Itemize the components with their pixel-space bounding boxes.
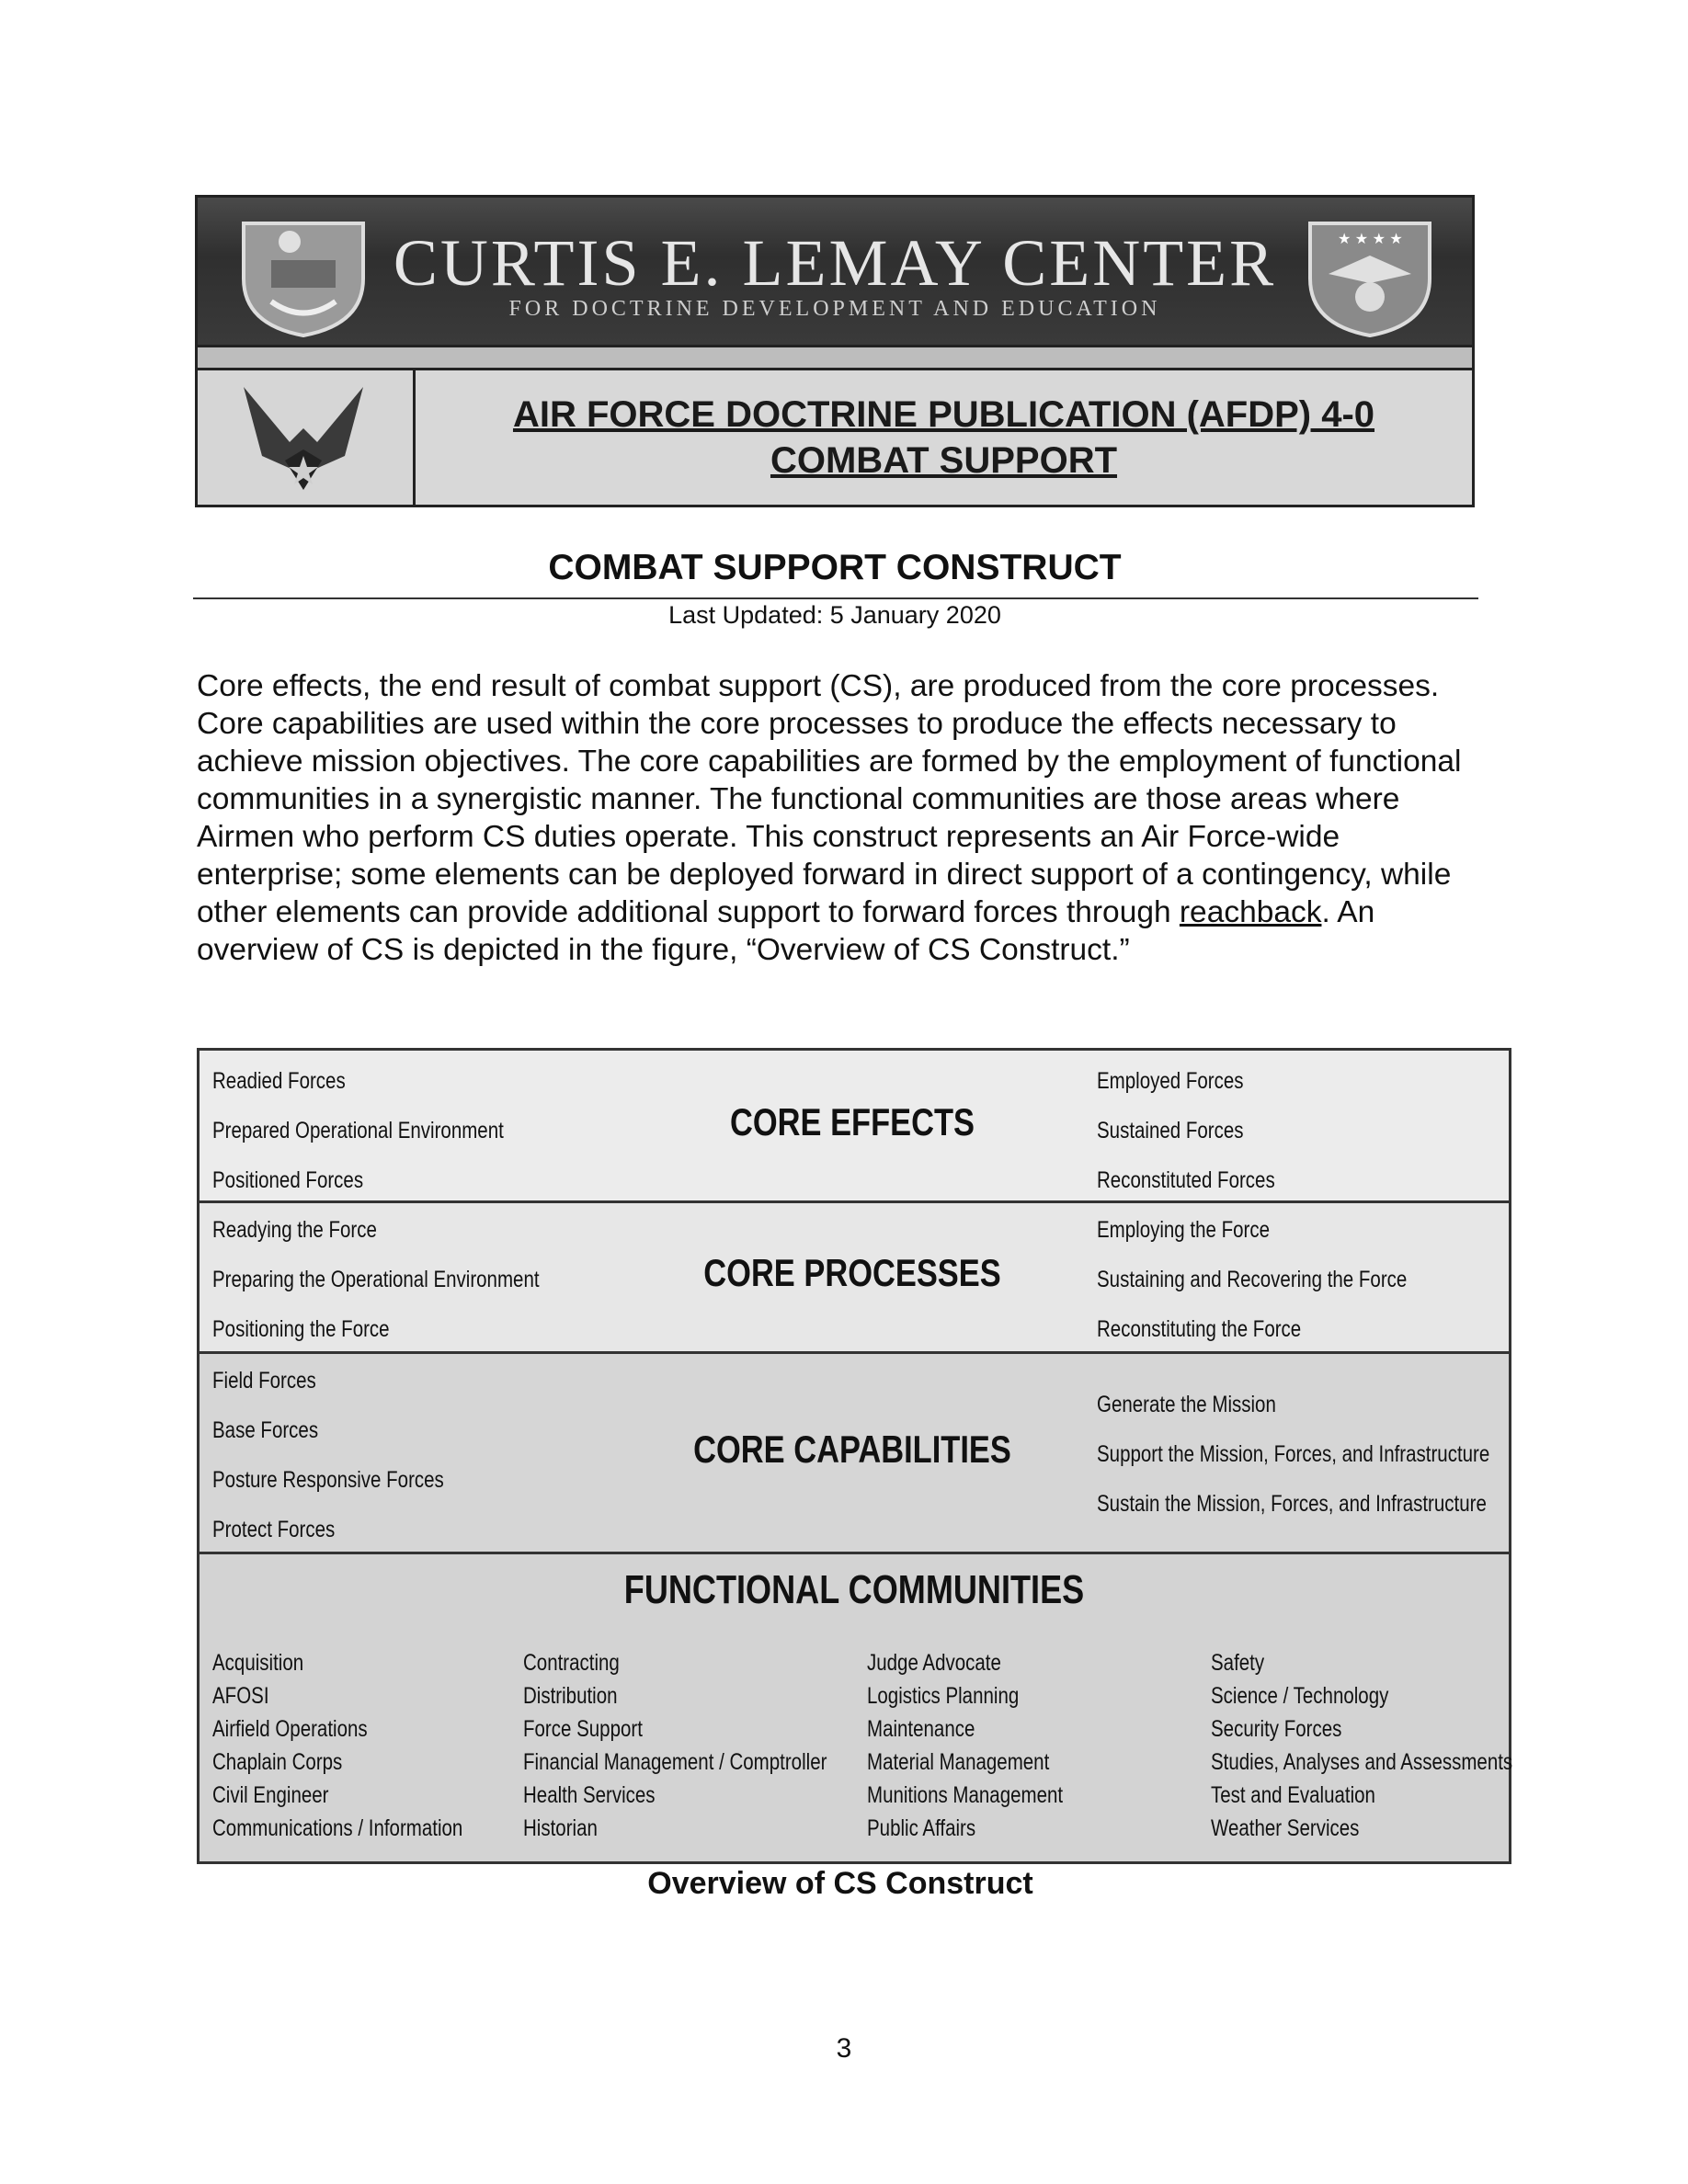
list-item: Logistics Planning (867, 1683, 1020, 1709)
functional-communities-band (200, 1554, 1513, 1861)
publication-title (416, 370, 1472, 505)
list-item: Positioning the Force (212, 1316, 390, 1342)
page-number: 3 (836, 2033, 852, 2064)
list-item: Posture Responsive Forces (212, 1467, 444, 1493)
communities-col-3 (867, 1646, 1063, 1845)
list-item: Distribution (523, 1683, 618, 1709)
list-item: Airfield Operations (212, 1716, 368, 1742)
core-effects-left (212, 1056, 504, 1205)
figure-caption: Overview of CS Construct (647, 1866, 1033, 1901)
communities-col-1 (212, 1646, 462, 1845)
core-processes-band (200, 1203, 1509, 1354)
list-item: Support the Mission, Forces, and Infrastructure (1097, 1441, 1490, 1467)
core-effects-right (1097, 1056, 1275, 1205)
list-item: Prepared Operational Environment (212, 1118, 504, 1143)
core-capabilities-right (1097, 1380, 1489, 1529)
core-processes-right (1097, 1205, 1407, 1354)
list-item: Material Management (867, 1749, 1050, 1775)
svg-text:★ ★ ★ ★: ★ ★ ★ ★ (1338, 232, 1403, 247)
air-force-symbol-cell (198, 370, 416, 505)
list-item: Sustaining and Recovering the Force (1097, 1267, 1408, 1292)
communities-col-4 (1211, 1646, 1512, 1845)
banner-title: CURTIS E. LEMAY CENTER (393, 226, 1277, 300)
list-item: Preparing the Operational Environment (212, 1267, 540, 1292)
body-text-before: Core effects, the end result of combat support (CS), are produced from the core processes. Core capabilities are used within the core processes to produce the effects necessary to achieve mission objectives. The core capabilities are formed by the employment of functional communities in a synergistic manner. The functional communities are those areas where Airmen who perform CS duties operate. This construct represents an Air Force-wide enterprise; some elements can be deployed forward in direct support of a contingency, while other elements can provide additional support to forward forces through (197, 669, 1462, 929)
list-item: Communications / Information (212, 1815, 463, 1841)
lemay-center-banner (198, 198, 1472, 347)
list-item: Contracting (523, 1650, 620, 1676)
list-item: Reconstituted Forces (1097, 1167, 1275, 1193)
list-item: Security Forces (1211, 1716, 1342, 1742)
title-divider (193, 597, 1478, 599)
list-item: Generate the Mission (1097, 1392, 1276, 1417)
list-item: Public Affairs (867, 1815, 976, 1841)
body-paragraph (197, 667, 1484, 969)
communities-col-2 (523, 1646, 827, 1845)
core-processes-heading: CORE PROCESSES (703, 1251, 1001, 1294)
list-item: Positioned Forces (212, 1167, 364, 1193)
list-item: Readied Forces (212, 1068, 346, 1094)
reachback-link[interactable]: reachback (1179, 895, 1322, 929)
publication-title-line2: COMBAT SUPPORT (770, 440, 1118, 481)
lemay-center-seal-icon (1301, 205, 1439, 339)
list-item: Science / Technology (1211, 1683, 1389, 1709)
list-item: Base Forces (212, 1417, 319, 1443)
list-item: Readying the Force (212, 1217, 377, 1243)
list-item: Employing the Force (1097, 1217, 1271, 1243)
core-effects-heading: CORE EFFECTS (730, 1100, 975, 1143)
core-effects-band (200, 1051, 1509, 1203)
list-item: Munitions Management (867, 1782, 1064, 1808)
banner-subtitle: FOR DOCTRINE DEVELOPMENT AND EDUCATION (508, 297, 1161, 321)
header-banner (195, 195, 1475, 507)
list-item: Chaplain Corps (212, 1749, 343, 1775)
list-item: Maintenance (867, 1716, 975, 1742)
core-capabilities-band (200, 1354, 1509, 1554)
air-force-wings-icon (234, 378, 372, 497)
list-item: Employed Forces (1097, 1068, 1244, 1094)
core-processes-left (212, 1205, 540, 1354)
list-item: Protect Forces (212, 1517, 336, 1542)
list-item: Force Support (523, 1716, 643, 1742)
list-item: Financial Management / Comptroller (523, 1749, 827, 1775)
list-item: Sustained Forces (1097, 1118, 1244, 1143)
body-text-after: . An overview of CS is depicted in the figure, “Overview of CS Construct.” (197, 895, 1375, 967)
list-item: Safety (1211, 1650, 1265, 1676)
list-item: Test and Evaluation (1211, 1782, 1375, 1808)
last-updated: Last Updated: 5 January 2020 (668, 601, 1001, 629)
core-capabilities-left (212, 1356, 444, 1554)
list-item: Civil Engineer (212, 1782, 329, 1808)
functional-communities-heading: FUNCTIONAL COMMUNITIES (623, 1567, 1085, 1612)
publication-title-line1: AIR FORCE DOCTRINE PUBLICATION (AFDP) 4-0 (512, 394, 1375, 435)
list-item: AFOSI (212, 1683, 269, 1709)
list-item: Historian (523, 1815, 598, 1841)
list-item: Field Forces (212, 1368, 316, 1393)
section-title: COMBAT SUPPORT CONSTRUCT (548, 548, 1122, 587)
list-item: Health Services (523, 1782, 656, 1808)
banner-stripe (198, 347, 1472, 370)
list-item: Studies, Analyses and Assessments (1211, 1749, 1513, 1775)
cs-construct-figure (197, 1048, 1511, 1864)
list-item: Judge Advocate (867, 1650, 1001, 1676)
core-capabilities-heading: CORE CAPABILITIES (693, 1428, 1011, 1471)
list-item: Acquisition (212, 1650, 304, 1676)
list-item: Sustain the Mission, Forces, and Infrastructure (1097, 1491, 1487, 1517)
list-item: Reconstituting the Force (1097, 1316, 1302, 1342)
list-item: Weather Services (1211, 1815, 1360, 1841)
